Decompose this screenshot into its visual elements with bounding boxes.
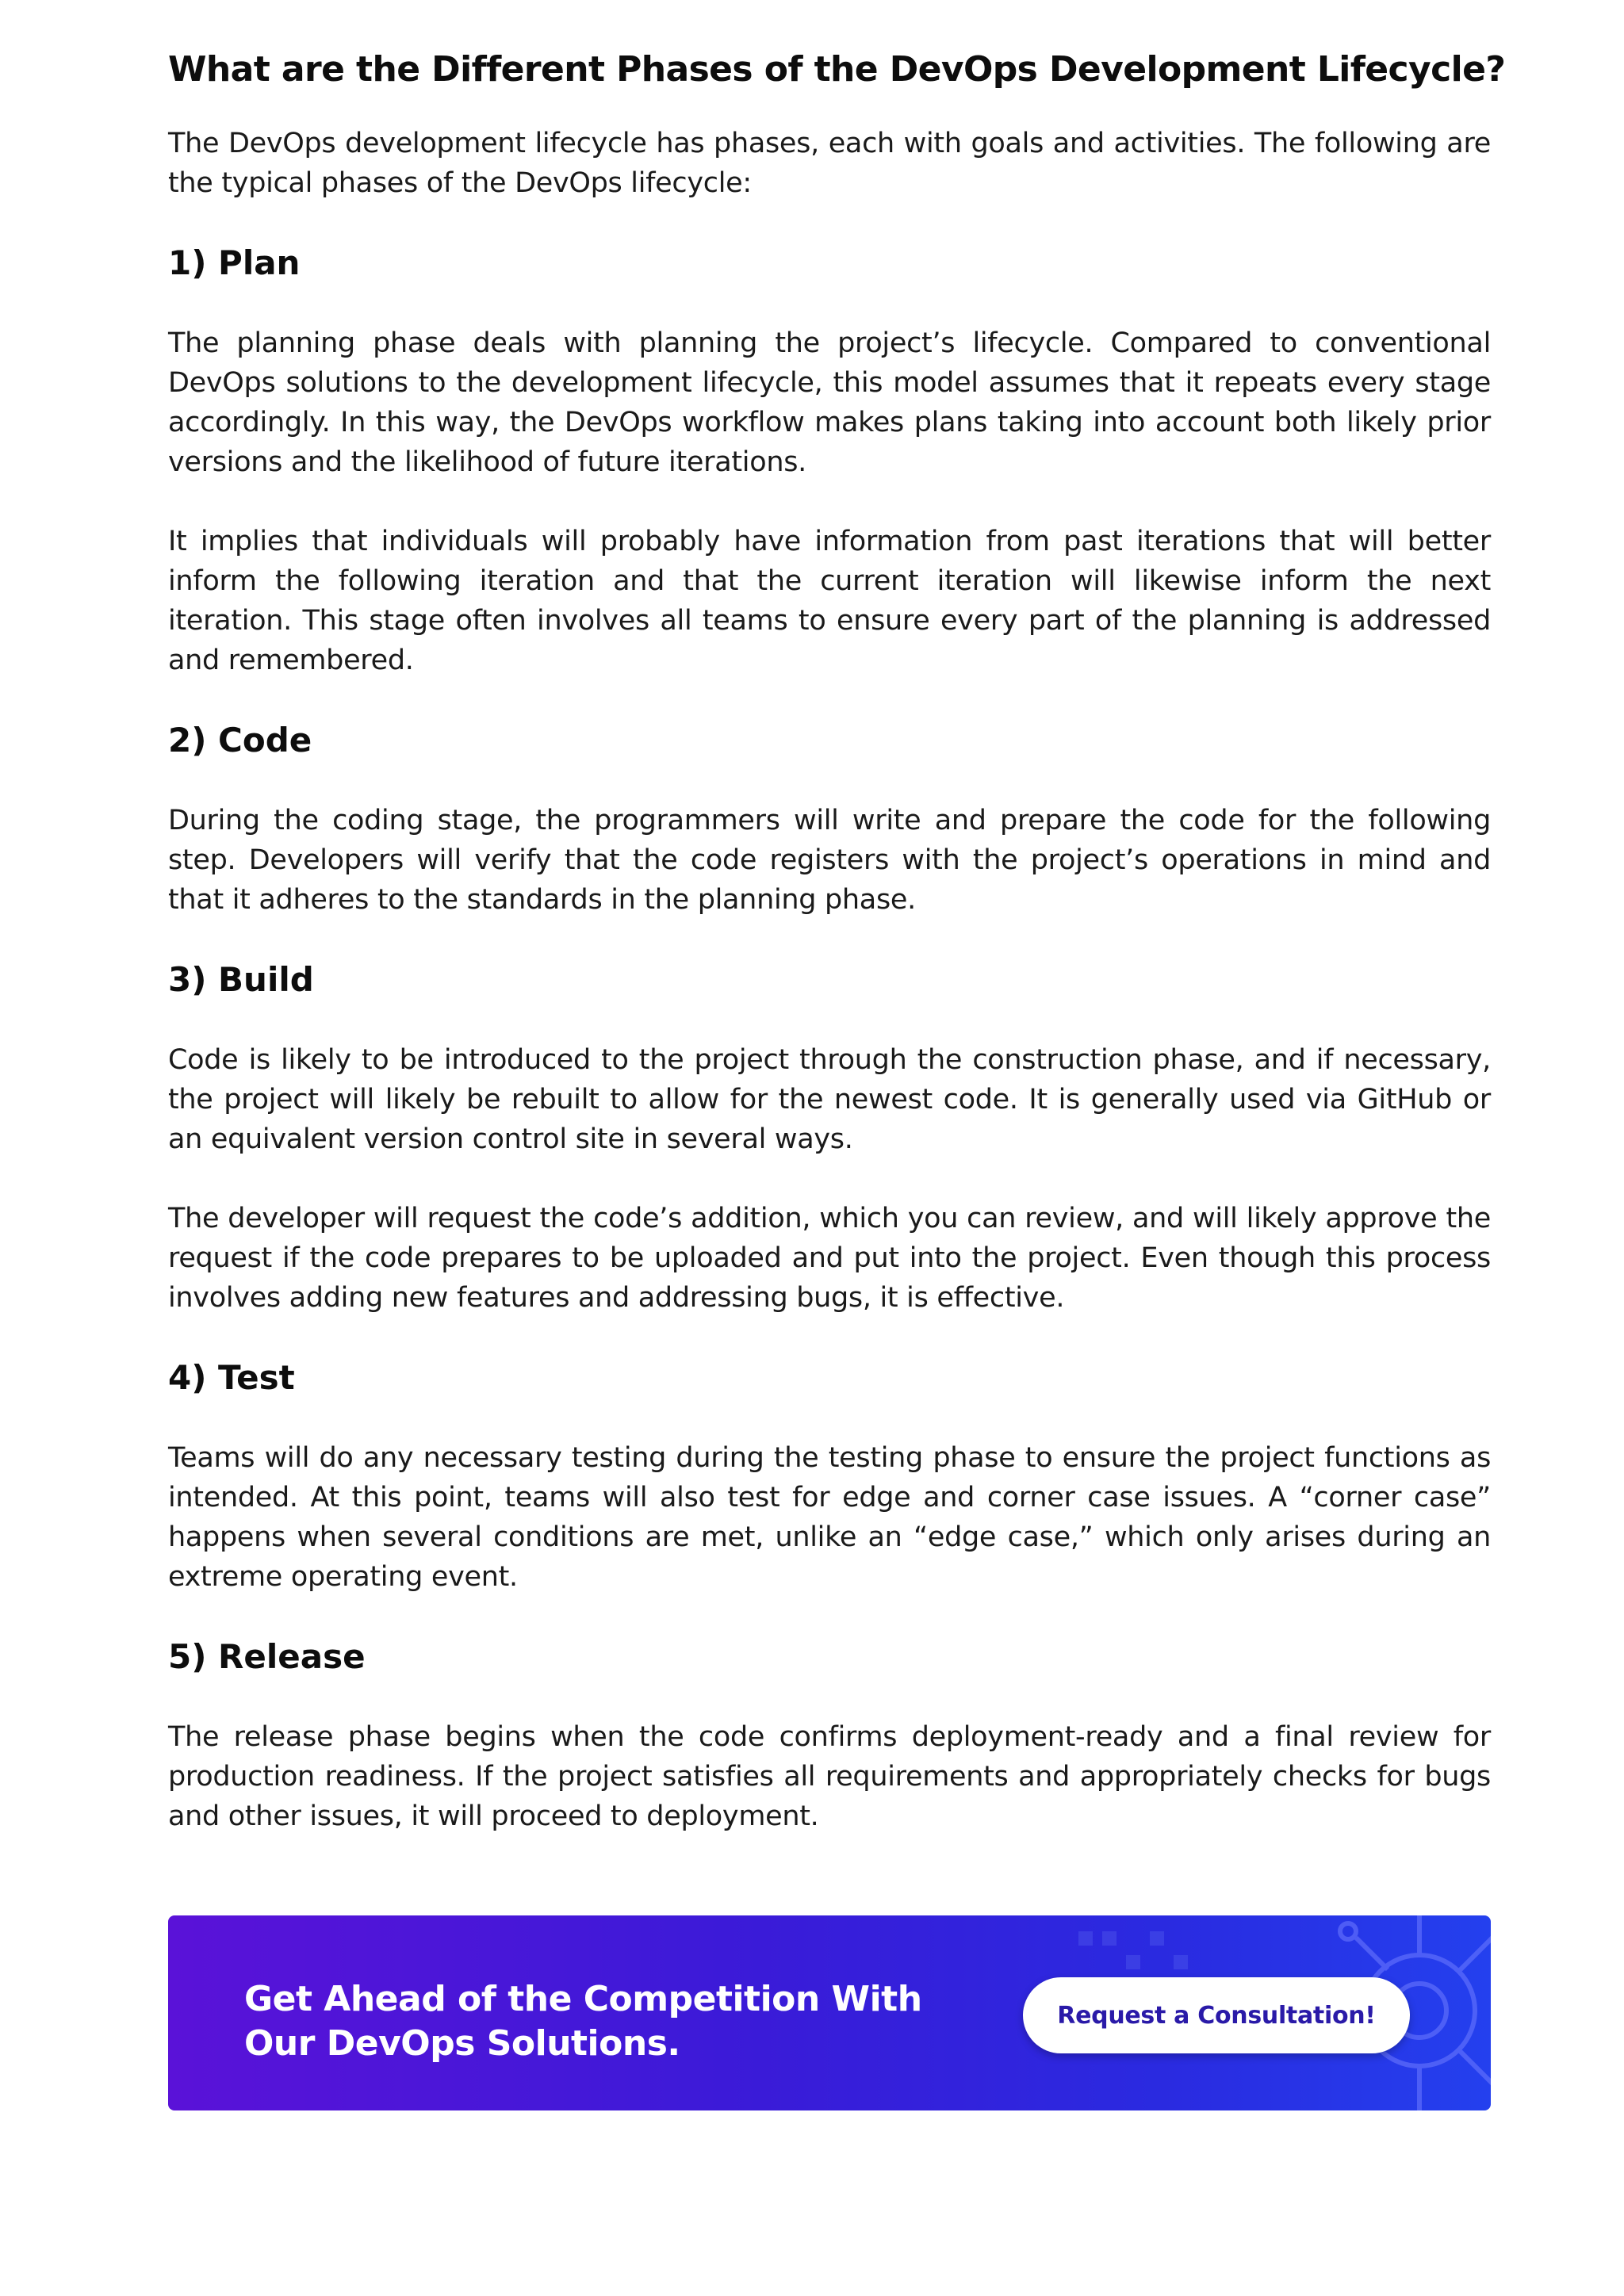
section-paragraph: The developer will request the code’s addition, which you can review, and will likely approve the request if the code prepares to be uploaded and put into the project. Even though this process involves adding new features and addressing bugs, it is effective.: [168, 1203, 1491, 1314]
section-test: [168, 1356, 1491, 1597]
section-code: [168, 718, 1491, 920]
section-release: [168, 1635, 1491, 1836]
section-paragraph: It implies that individuals will probably have information from past iterations that will better inform the following iteration and that the current iteration will likewise inform the next iteration. This stage often involves all teams to ensure every part of the planning is addressed and remembered.: [168, 526, 1491, 676]
request-consultation-button[interactable]: Request a Consultation!: [1023, 1977, 1410, 2053]
section-heading-code: 2) Code: [168, 721, 312, 760]
intro-paragraph: The DevOps development lifecycle has phases, each with goals and activities. The following are the typical phases of the DevOps lifecycle:: [168, 128, 1491, 199]
banner-line-1: Get Ahead of the Competition With: [244, 1979, 922, 2019]
section-paragraph: During the coding stage, the programmers will write and prepare the code for the following step. Developers will verify that the code registers with the project’s operations in mind and that it adheres to the standards in the planning phase.: [168, 805, 1491, 916]
document-page: [168, 46, 1506, 1836]
page-title: What are the Different Phases of the DevOps Development Lifecycle?: [168, 49, 1506, 90]
section-plan: [168, 241, 1491, 680]
section-paragraph: The release phase begins when the code confirms deployment-ready and a final review for production readiness. If the project satisfies all requirements and appropriately checks for bugs and other issues, it will proceed to deployment.: [168, 1721, 1491, 1832]
section-paragraph: Teams will do any necessary testing during the testing phase to ensure the project functions as intended. At this point, teams will also test for edge and corner case issues. A “corner case” happens when several conditions are met, unlike an “edge case,” which only arises during an extreme operating event.: [168, 1442, 1491, 1593]
section-heading-release: 5) Release: [168, 1637, 366, 1676]
cta-banner: [168, 1915, 1491, 2110]
banner-headline: [244, 1977, 958, 2066]
section-heading-plan: 1) Plan: [168, 243, 301, 282]
section-paragraph: Code is likely to be introduced to the project through the construction phase, and if necessary, the project will likely be rebuilt to allow for the newest code. It is generally used via GitHub or an equivalent version control site in several ways.: [168, 1044, 1491, 1155]
banner-line-2: Our DevOps Solutions.: [244, 2023, 680, 2064]
section-build: [168, 958, 1491, 1318]
section-paragraph: The planning phase deals with planning the project’s lifecycle. Compared to conventional DevOps solutions to the development lifecycle, this model assumes that it repeats every stage accordingly. In this way, the DevOps workflow makes plans taking into account both likely prior versions and the likelihood of future iterations.: [168, 327, 1491, 478]
section-heading-test: 4) Test: [168, 1358, 295, 1397]
section-heading-build: 3) Build: [168, 960, 314, 999]
